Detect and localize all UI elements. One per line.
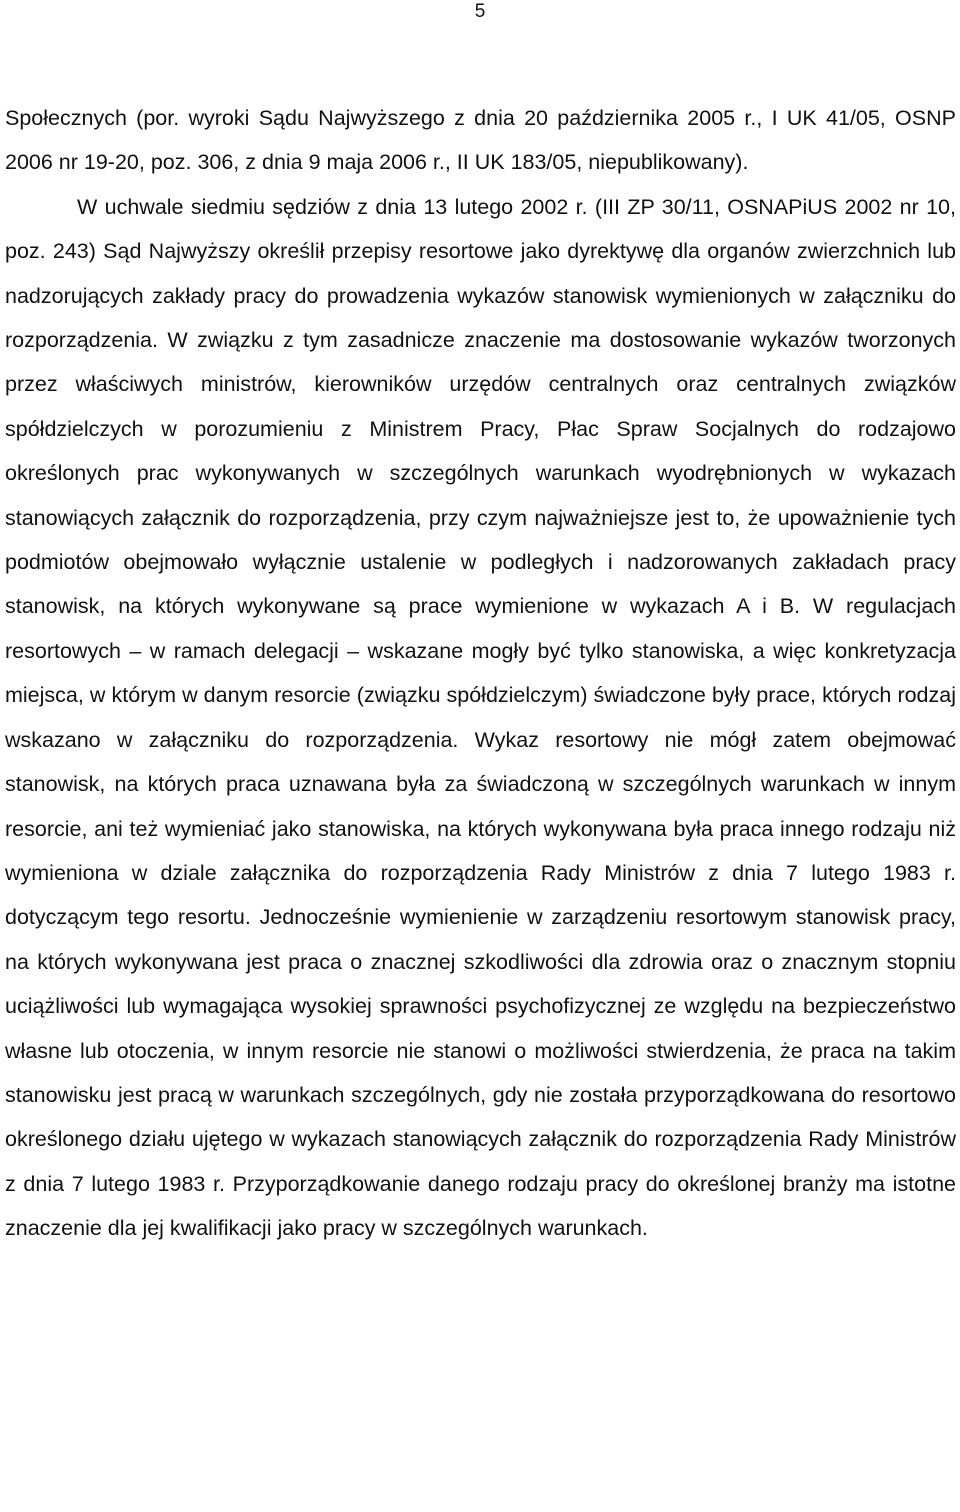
paragraph-continuation: Społecznych (por. wyroki Sądu Najwyższego z dnia 20 października 2005 r., I UK 41/05, OSNP 2006 nr 19-20, poz. 306, z dnia 9 maja 2006 r., II UK 183/05, niepublikowany). bbox=[5, 106, 956, 175]
paragraph-main: W uchwale siedmiu sędziów z dnia 13 lutego 2002 r. (III ZP 30/11, OSNAPiUS 2002 nr 10, poz. 243) Sąd Najwyższy określił przepisy resortowe jako dyrektywę dla organów zwierzchnich lub nadzorujących zakłady pracy do prowadzenia wykazów stanowisk wymienionych w załączniku do rozporządzenia. W związku z tym zasadnicze znaczenie ma dostosowanie wykazów tworzonych przez właściwych ministrów, kierowników urzędów centralnych oraz centralnych związków spółdzielczych w porozumieniu z Ministrem Pracy, Płac Spraw Socjalnych do rodzajowo określonych prac wykonywanych w szczególnych warunkach wyodrębnionych w wykazach stanowiących załącznik do rozporządzenia, przy czym najważniejsze jest to, że upoważnienie tych podmiotów obejmowało wyłącznie ustalenie w podległych i nadzorowanych zakładach pracy stanowisk, na których wykonywane są prace wymienione w wykazach A i B. W regulacjach resortowych – w ramach delegacji – wskazane mogły być tylko stanowiska, a więc konkretyzacja miejsca, w którym w danym resorcie (związku spółdzielczym) świadczone były prace, których rodzaj wskazano w załączniku do rozporządzenia. Wykaz resortowy nie mógł zatem obejmować stanowisk, na których praca uznawana była za świadczoną w szczególnych warunkach w innym resorcie, ani też wymieniać jako stanowiska, na których wykonywana była praca innego rodzaju niż wymieniona w dziale załącznika do rozporządzenia Rady Ministrów z dnia 7 lutego 1983 r. dotyczącym tego resortu. Jednocześnie wymienienie w zarządzeniu resortowym stanowisk pracy, na których wykonywana jest praca o znacznej szkodliwości dla zdrowia oraz o znacznym stopniu uciążliwości lub wymagająca wysokiej sprawności psychofizycznej ze względu na bezpieczeństwo własne lub otoczenia, w innym resorcie nie stanowi o możliwości stwierdzenia, że praca na takim stanowisku jest pracą w warunkach szczególnych, gdy nie została przyporządkowana do resortowo określonego działu ujętego w wykazach stanowiących załącznik do rozporządzenia Rady Ministrów z dnia 7 lutego 1983 r. Przyporządkowanie danego rodzaju pracy do określonej branży ma istotne znaczenie dla jej kwalifikacji jako pracy w szczególnych warunkach. bbox=[5, 194, 956, 1241]
page-number: 5 bbox=[474, 1, 486, 22]
document-body bbox=[5, 96, 956, 1251]
